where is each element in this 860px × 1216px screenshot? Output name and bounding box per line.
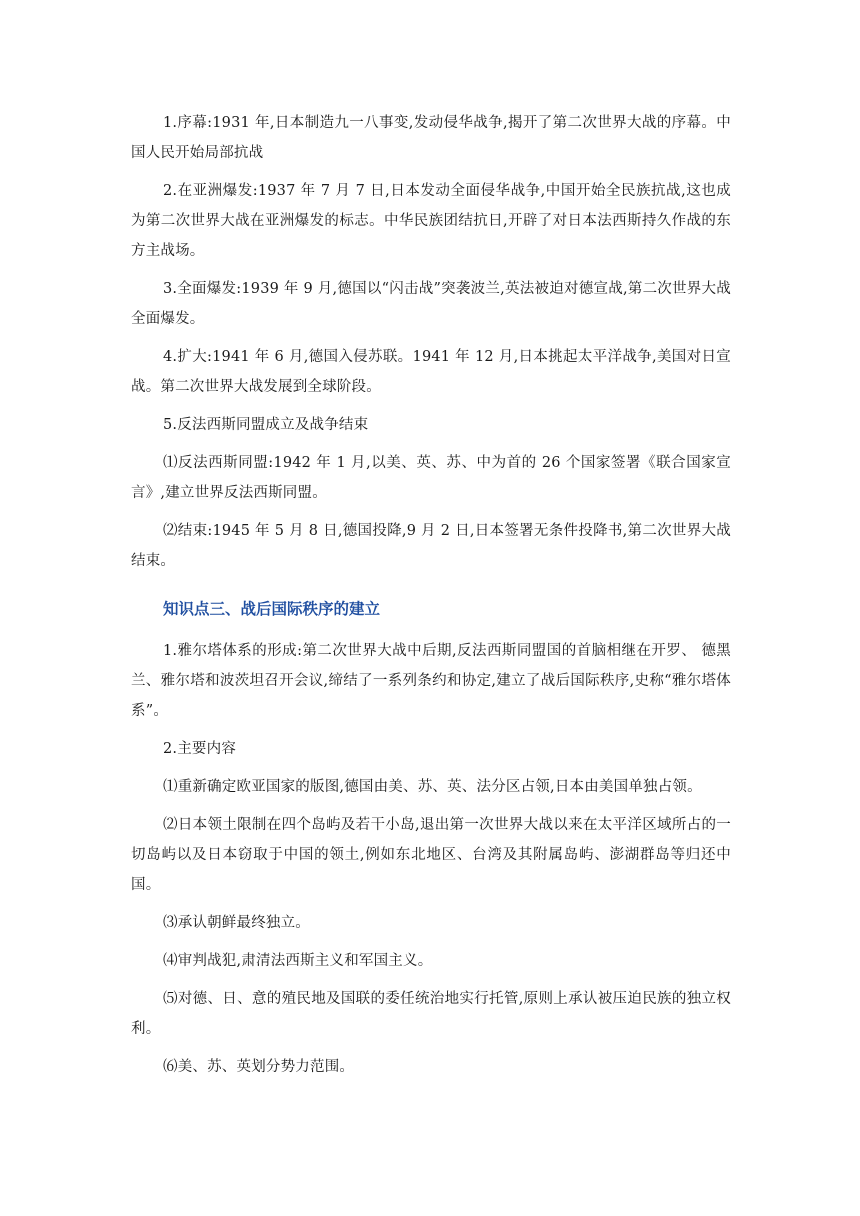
paragraph-prelude: 1.序幕:1931 年,日本制造九一八事变,发动侵华战争,揭开了第二次世界大战的序幕。中国人民开始局部抗战 (131, 115, 731, 161)
paragraph-trusteeship: ⑸对德、日、意的殖民地及国联的委任统治地实行托管,原则上承认被压迫民族的独立权利。 (131, 991, 731, 1037)
document-body (131, 108, 731, 1090)
paragraph-borders: ⑴重新确定欧亚国家的版图,德国由美、苏、英、法分区占领,日本由美国单独占领。 (163, 779, 702, 795)
paragraph-main-content-title: 2.主要内容 (163, 741, 237, 757)
section-heading: 知识点三、战后国际秩序的建立 (163, 600, 381, 618)
paragraph-japan-territory: ⑵日本领土限制在四个岛屿及若干小岛,退出第一次世界大战以来在太平洋区域所占的一切岛屿以及日本窃取于中国的领土,例如东北地区、台湾及其附属岛屿、澎湖群岛等归还中国。 (131, 817, 731, 893)
paragraph-korea: ⑶承认朝鲜最终独立。 (163, 915, 310, 931)
paragraph-alliance: ⑴反法西斯同盟:1942 年 1 月,以美、英、苏、中为首的 26 个国家签署《联合国家宣言》,建立世界反法西斯同盟。 (131, 455, 731, 501)
paragraph-expansion: 4.扩大:1941 年 6 月,德国入侵苏联。1941 年 12 月,日本挑起太平洋战争,美国对日宣战。第二次世界大战发展到全球阶段。 (131, 349, 731, 395)
paragraph-full-outbreak: 3.全面爆发:1939 年 9 月,德国以“闪击战”突袭波兰,英法被迫对德宣战,第二次世界大战全面爆发。 (131, 281, 731, 327)
paragraph-war-criminals: ⑷审判战犯,肃清法西斯主义和军国主义。 (163, 953, 433, 969)
paragraph-war-end: ⑵结束:1945 年 5 月 8 日,德国投降,9 月 2 日,日本签署无条件投降书,第二次世界大战结束。 (131, 523, 731, 569)
paragraph-alliance-title: 5.反法西斯同盟成立及战争结束 (163, 417, 369, 433)
paragraph-asia-outbreak: 2.在亚洲爆发:1937 年 7 月 7 日,日本发动全面侵华战争,中国开始全民族抗战,这也成为第二次世界大战在亚洲爆发的标志。中华民族团结抗日,开辟了对日本法西斯持久作战的东方主战场。 (131, 183, 731, 259)
paragraph-spheres: ⑹美、苏、英划分势力范围。 (163, 1059, 355, 1075)
paragraph-yalta-formation: 1.雅尔塔体系的形成:第二次世界大战中后期,反法西斯同盟国的首脑相继在开罗、 德黑兰、雅尔塔和波茨坦召开会议,缔结了一系列条约和协定,建立了战后国际秩序,史称“雅尔塔体系”。 (131, 643, 731, 719)
